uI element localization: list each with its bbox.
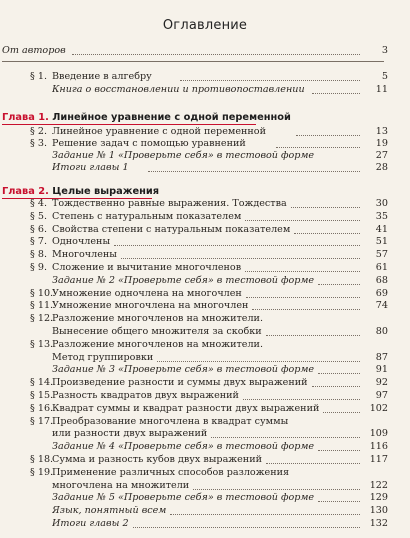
- chapter-label: Глава 1.: [2, 112, 49, 123]
- section-title: Преобразование многочлена в квадрат суммы: [52, 415, 289, 427]
- section-title: Тождественно равные выражения. Тождества: [52, 198, 287, 209]
- dot-leader: [252, 309, 360, 310]
- dot-leader: [318, 501, 360, 502]
- dot-leader: [312, 93, 360, 94]
- toc-entry-text: Задание № 1 «Проверьте себя» в тестовой форме: [52, 150, 315, 161]
- toc-entry-text: От авторов: [2, 45, 66, 56]
- dot-leader: [312, 386, 360, 387]
- dot-leader: [245, 220, 360, 221]
- dot-leader: [296, 135, 360, 136]
- toc-entry-page: 13: [375, 126, 388, 137]
- section-number: § 11.: [30, 300, 54, 312]
- toc-entry-text: [30, 262, 241, 273]
- dot-leader: [246, 297, 360, 298]
- section-title: Умножение одночлена на многочлен: [52, 287, 242, 299]
- toc-entry-page: 35: [375, 210, 388, 222]
- section-title: Квадрат суммы и квадрат разности двух выражений: [52, 402, 320, 414]
- toc-entry-text: [30, 236, 110, 247]
- toc-entry-page: 69: [375, 287, 388, 299]
- toc-entry-text: [30, 126, 290, 137]
- section-title: Свойства степени с натуральным показателем: [52, 223, 291, 235]
- toc-entry-text: [30, 198, 287, 209]
- toc-entry-text: [52, 364, 314, 375]
- toc-entry-page: 74: [375, 300, 388, 312]
- dot-leader: [245, 271, 360, 272]
- section-number: § 17.: [30, 415, 54, 427]
- section-title: Сложение и вычитание многочленов: [52, 262, 242, 273]
- toc-entry-page: 109: [369, 428, 388, 440]
- toc-entry-text: [30, 249, 117, 260]
- dot-leader: [266, 335, 360, 336]
- section-title: Введение в алгебру: [52, 71, 152, 82]
- section-number: § 16.: [30, 402, 54, 414]
- chapter-underline: [2, 124, 256, 125]
- divider: [2, 61, 384, 62]
- section-number: § 7.: [30, 236, 47, 248]
- toc-entry-page: 3: [381, 45, 388, 56]
- section-number: § 1.: [30, 71, 47, 82]
- dot-leader: [266, 463, 360, 464]
- section-title: Язык, понятный всем: [52, 505, 167, 517]
- section-title: Вынесение общего множителя за скобки: [52, 326, 262, 337]
- section-title: Задание № 2 «Проверьте себя» в тестовой форме: [52, 274, 315, 286]
- toc-entry-page: 41: [375, 223, 388, 235]
- section-title: Разложение многочленов на множители.: [52, 338, 264, 350]
- toc-entry-text: [52, 428, 207, 439]
- toc-entry-text: [30, 71, 160, 82]
- section-title: Умножение многочлена на многочлен: [52, 300, 249, 312]
- section-title: Линейное уравнение с одной переменной: [52, 126, 266, 137]
- section-title: Разность квадратов двух выражений: [52, 390, 239, 401]
- section-title: Метод группировки: [52, 351, 154, 363]
- section-title: Сумма и разность кубов двух выражений: [52, 454, 262, 465]
- chapter-title: Линейное уравнение с одной переменной: [52, 112, 291, 123]
- toc-entry-text: [52, 352, 153, 363]
- dot-leader: [133, 527, 360, 528]
- toc-entry-page: 19: [375, 138, 388, 149]
- section-number: § 10.: [30, 287, 54, 299]
- toc-entry-text: [52, 480, 189, 491]
- section-number: § 2.: [30, 126, 47, 137]
- section-number: § 3.: [30, 138, 47, 149]
- chapter-label: Глава 2.: [2, 186, 49, 197]
- dot-leader: [180, 80, 360, 81]
- toc-entry-page: 116: [369, 441, 388, 453]
- section-title: Итоги главы 2: [52, 518, 129, 529]
- chapter-heading: [2, 112, 291, 124]
- section-title: Применение различных способов разложения: [52, 466, 290, 478]
- toc-entry-page: 27: [375, 150, 388, 161]
- toc-entry-text: [30, 454, 262, 465]
- toc-entry-text: [52, 441, 314, 452]
- section-number: § 14.: [30, 377, 54, 389]
- toc-entry-text: [30, 416, 288, 427]
- toc-entry-text: [52, 275, 314, 286]
- toc-entry-text: Книга о восстановлении и противопоставлении: [52, 84, 305, 95]
- section-title: Произведение разности и суммы двух выражений: [52, 377, 308, 389]
- toc-entry-text: [30, 300, 248, 311]
- toc-entry-text: [30, 467, 289, 478]
- dot-leader: [211, 437, 360, 438]
- dot-leader: [193, 489, 360, 490]
- dot-leader: [294, 233, 360, 234]
- toc-entry-page: 97: [375, 390, 388, 401]
- toc-entry-text: [30, 288, 242, 299]
- section-title: Разложение многочленов на множители.: [52, 313, 264, 325]
- section-number: § 13.: [30, 338, 54, 350]
- section-title: или разности двух выражений: [52, 428, 208, 440]
- toc-entry-page: 28: [375, 162, 388, 173]
- dot-leader: [121, 258, 360, 259]
- section-number: § 12.: [30, 313, 54, 325]
- toc-entry-page: 102: [369, 402, 388, 414]
- toc-entry-text: [30, 377, 308, 388]
- toc-entry-page: 51: [375, 236, 388, 248]
- section-number: § 19.: [30, 466, 54, 478]
- section-title: многочлена на множители: [52, 479, 190, 491]
- toc-entry-text: Итоги главы 1: [52, 162, 129, 173]
- section-title: Многочлены: [52, 249, 117, 261]
- toc-entry-page: 30: [375, 198, 388, 209]
- toc-entry-text: [30, 313, 263, 324]
- chapter-heading: [2, 186, 159, 198]
- dot-leader: [323, 412, 360, 413]
- dot-leader: [157, 361, 360, 362]
- toc-entry-text: [52, 518, 129, 529]
- toc-entry-page: 132: [369, 518, 388, 529]
- toc-entry-page: 91: [375, 364, 388, 376]
- section-number: § 4.: [30, 198, 47, 209]
- section-number: § 6.: [30, 223, 47, 235]
- section-title: Задание № 4 «Проверьте себя» в тестовой форме: [52, 441, 315, 453]
- section-number: § 9.: [30, 262, 47, 273]
- section-title: Одночлены: [52, 236, 111, 248]
- section-title: Степень с натуральным показателем: [52, 210, 242, 222]
- dot-leader: [291, 207, 360, 208]
- toc-entry-page: 61: [375, 262, 388, 273]
- dot-leader: [276, 147, 360, 148]
- toc-entry-text: [52, 492, 314, 503]
- toc-entry-page: 11: [375, 84, 388, 95]
- section-number: § 8.: [30, 249, 47, 261]
- section-title: Решение задач с помощью уравнений: [52, 138, 246, 149]
- toc-entry-text: [52, 326, 262, 337]
- section-number: § 18.: [30, 454, 54, 465]
- toc-entry-page: 130: [369, 505, 388, 517]
- toc-entry-page: 117: [369, 454, 388, 465]
- dot-leader: [318, 450, 360, 451]
- toc-entry-text: [30, 138, 270, 149]
- toc-entry-text: [30, 211, 241, 222]
- dot-leader: [318, 373, 360, 374]
- toc-entry-page: 129: [369, 492, 388, 504]
- dot-leader: [114, 245, 360, 246]
- dot-leader: [148, 171, 360, 172]
- toc-entry-page: 87: [375, 351, 388, 363]
- toc-entry-page: 122: [369, 479, 388, 491]
- toc-entry-page: 5: [381, 71, 388, 82]
- page-title: Оглавление: [162, 18, 248, 33]
- toc-entry-page: 57: [375, 249, 388, 261]
- toc-entry-page: 68: [375, 274, 388, 286]
- toc-entry-text: [52, 505, 166, 516]
- toc-entry-text: [30, 339, 263, 350]
- section-number: § 5.: [30, 210, 47, 222]
- toc-entry-text: [30, 390, 239, 401]
- section-number: § 15.: [30, 390, 54, 401]
- dot-leader: [170, 514, 360, 515]
- section-title: Задание № 5 «Проверьте себя» в тестовой форме: [52, 492, 315, 504]
- dot-leader: [318, 284, 360, 285]
- dot-leader: [243, 399, 360, 400]
- dot-leader: [72, 54, 360, 55]
- section-title: Задание № 3 «Проверьте себя» в тестовой форме: [52, 364, 315, 376]
- toc-entry-page: 80: [375, 326, 388, 337]
- toc-entry-page: 92: [375, 377, 388, 389]
- chapter-title: Целые выражения: [52, 186, 160, 197]
- toc-entry-text: [30, 224, 290, 235]
- toc-entry-text: [30, 403, 319, 414]
